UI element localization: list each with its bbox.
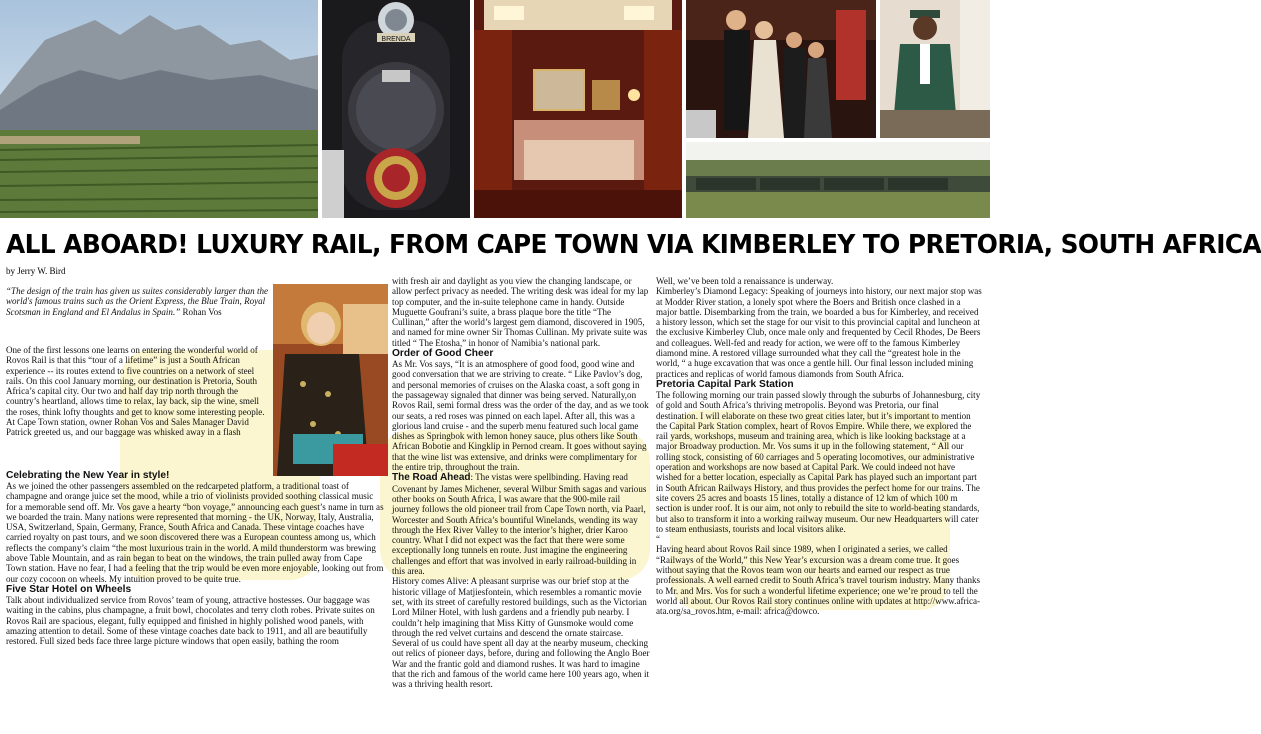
paragraph-renaissance: Well, we’ve been told a renaissance is underway. bbox=[656, 276, 834, 286]
mountain-vineyard-photo bbox=[0, 0, 318, 218]
train-landscape-photo bbox=[686, 142, 990, 218]
article-column-2-top bbox=[392, 276, 650, 690]
locomotive-plate-text: BRENDA bbox=[381, 36, 411, 43]
intro-quote-attribution: Rohan Vos bbox=[180, 306, 222, 317]
steam-locomotive-photo bbox=[322, 0, 470, 218]
paragraph-conclusion: Having heard about Rovos Rail since 1989, when I originated a series, we called “Railways of the World,” this New Year’s excursion was a dream come true. It goes without saying that the Rovos team won our hearts and earned our respect as true professionals. A well earned credit to South Africa’s travel tourism industry. Many thanks to Mr. and Mrs. Vos for such a wonderful lifetime experience; one we’re proud to tell the world all about. Our Rovos Rail story continues online with updates at http://www.africa-ata.org/sa_rovos.htm, e-mail: africa@dowco. bbox=[656, 544, 981, 617]
paragraph-pretoria: The following morning our train passed slowly through the suburbs of Johannesburg, city of gold and South Africa’s thriving metropolis. Beyond was Pretoria, our final destination. I will elaborate on these two great cities later, but it’s important to mention the Capital Park Station complex, heart of Rovos Empire. While there, we explored the rail yards, workshops, museum and training area, which is like looking backstage at a major Broadway production. Mr. Vos sums it up in the following statement, “ All our rolling stock, consisting of 60 carriages and 5 operating locomotives, our administrative operation and workshops are now based at Capital Park. We could indeed not have wished for a better location, especially as Capital Park has played such an important part in South African Railways History, and thus provides the perfect home for our trains. The site covers 25 acres and boasts 15 lines, totally a distance of 12 km of which 100 m section is under roof. It is our aim, not only to rebuild the site to world-beating standards, but also to transform it into a working railway museum. Our new Headquarters will cater to steam enthusiasts, tourists and local visitors alike. bbox=[656, 389, 981, 534]
paragraph-intro: One of the first lessons one learns on entering the wonderful world of Rovos Rail is that this “tour of a lifetime” is just a South African experience -- its routes extend to five countries on a network of steel rails. On this cool January morning, our destination is Pretoria, South Africa’s capital city. Our two and half day trip north through the country’s heartland, allows time to relax, lay back, sip the wine, smell the roses, think lofty thoughts and get to know some interesting people. At Cape Town station, owner Rohan Vos and Sales Manager David Patrick greeted us, and our baggage was whisked away in a flash bbox=[6, 345, 265, 438]
paragraph-history-alive: History comes Alive: A pleasant surprise was our brief stop at the historic village of Matjiesfontein, which resembles a romantic movie set, with its street of carefully restored buildings, such as the Victorian Lord Milner Hotel, with lush gardens and a friendly pub nearby. I couldn’t help imagining that Miss Kitty of Gunsmoke would come through the red velvet curtains and descend the ornate staircase. Several of us could have spent all day at the nearby museum, checking out relics of pioneer days, before, during and following the Anglo Boer War and the frantic gold and diamond rushes. It was hard to imagine that the rich and famous of the world came here 100 years ago, when it was a thriving health resort. bbox=[392, 576, 650, 690]
train-suite-interior-photo bbox=[474, 0, 682, 218]
article-column-1-body-narrow bbox=[6, 345, 268, 438]
paragraph-closing-quote-mark: “ bbox=[656, 534, 661, 545]
passengers-evening-photo bbox=[686, 0, 876, 138]
intro-quote-text: “The design of the train has given us suites considerably larger than the world's famous trains such as the Orient Express, the Blue Train, Royal Scotsman in England and El Andalus in Spain.” bbox=[6, 286, 269, 317]
intro-quote bbox=[6, 286, 268, 317]
paragraph-suite: with fresh air and daylight as you view the changing landscape, or allow perfect privacy as needed. The writing desk was ideal for my lap top computer, and the in-suite telephone came in handy. Outside Muguette Goufrani’s suite, a brass plaque bore the title “The Cullinan,” after the world’s largest gem diamond, discovered in 1905, and named for mine owner Sir Thomas Cullinan. My private suite was titled “ The Etosha,” in honor of Namibia’s national park. bbox=[392, 276, 649, 348]
heading-pretoria-capital-park: Pretoria Capital Park Station bbox=[656, 378, 794, 390]
article-column-3 bbox=[656, 276, 982, 617]
article-headline: ALL ABOARD! LUXURY RAIL, FROM CAPE TOWN VIA KIMBERLEY TO PRETORIA, SOUTH AFRICA bbox=[6, 230, 1261, 260]
hostess-portrait-photo bbox=[273, 284, 388, 476]
paragraph-road-ahead: : The vistas were spellbinding. Having read Covenant by James Michener, several Wilbur Smith sagas and various other books on South Africa, I was aware that the 900-mile rail journey follows the old pioneer trail from Cape Town north, via Paarl, Worcester and South Africa’s bountiful Winelands, wending its way through the Hex River Valley to the interior’s higher, drier Karoo country. What I did not expect was the fact that there were some exceptionally long tunnels en route. Just imagine the engineering challenges and effort that was involved in early railroad-building in this area. bbox=[392, 472, 647, 577]
heading-order-of-good-cheer: Order of Good Cheer bbox=[392, 348, 494, 360]
heading-road-ahead: The Road Ahead bbox=[392, 472, 471, 484]
paragraph-kimberley: Kimberley’s Diamond Legacy: Speaking of journeys into history, our next major stop was at Modder River station, a lonely spot where the Boers and British once clashed in a major battle. Disembarking from the train, we boarded a bus for Kimberley, and received a history lesson, which set the stage for our visit to this provincial capital and luncheon at the exclusive Kimberley Club, once male only and frequented by Cecil Rhodes, De Beers and colleagues. Well-fed and ready for action, we were off to the famous Kimberley diamond mine. A restored village surrounded what they call the “greatest hole in the world, “ a huge excavation that was once a gentle hill. Our final lesson included mining practices and replicas of world famous diamonds from South Africa. bbox=[656, 286, 982, 379]
article-byline: by Jerry W. Bird bbox=[6, 266, 66, 276]
paragraph-good-cheer: As Mr. Vos says, “It is an atmosphere of good food, good wine and good conversation that we are striving to create. “ Like Pavlov’s dog, and personal memories of cruises on the Alaska coast, a soft gong in the passageway signaled that dinner was being served. Naturally,on Rovos Rail, semi formal dress was the order of the day, and as we took our seats, a red roses was pinned on each lapel. After all, this was a glorious land cruise - and the superb menu featured such local game dishes as Springbok with lemon honey sauce, plus others like South African Bobotie and Kingklip in Pernod cream. It goes without saying that the wine list was extensive, and drinks were complimentary for the entire trip, throughout the train. bbox=[392, 359, 649, 473]
heading-celebrating-new-year: Celebrating the New Year in style! bbox=[6, 470, 170, 481]
paragraph-five-star: Talk about individualized service from Rovos’ team of young, attractive hostesses. Our baggage was waiting in the cabins, plus champagne, a fruit bowl, chocolates and terry cloth robes. Private suites on Rovos Rail are spacious, elegant, fully equipped and finished in highly polished wood panels, with amazing attention to detail. Some of these vintage coaches date back to 1911, and all are beautifully restored. Full sized beds face three large picture windows that open easily, bathing the room bbox=[6, 594, 375, 647]
article-column-1 bbox=[6, 286, 268, 317]
train-attendant-photo bbox=[880, 0, 990, 138]
paragraph-celebrating: As we joined the other passengers assembled on the redcarpeted platform, a traditional toast of champagne and orange juice set the mood, while a trio of violinists provided soothing classical music for a memorable send off. Mr. Vos gave a hearty “bon voyage,” announcing each guest’s name in turn as we boarded the train. Many nations were represented that morning - the UK, Norway, Italy, Australia, USA, Switzerland, Spain, Germany, France, South Africa and Canada. These vintage coaches have carried royalty on past tours, and we soon discovered there was a European countess among us, which reflects the company’s claim “the most luxurious train in the world. A mild thunderstorm was brewing above Table Mountain, and as rain began to beat on the windows, the train pulled away from Cape Town station. Have no fear, I had a feeling that the trip would be even more enjoyable, looking out from our cozy cocoon on wheels. My intuition proved to be quite true. bbox=[6, 481, 384, 584]
heading-five-star-hotel: Five Star Hotel on Wheels bbox=[6, 583, 132, 595]
article-column-1-body bbox=[6, 470, 384, 646]
